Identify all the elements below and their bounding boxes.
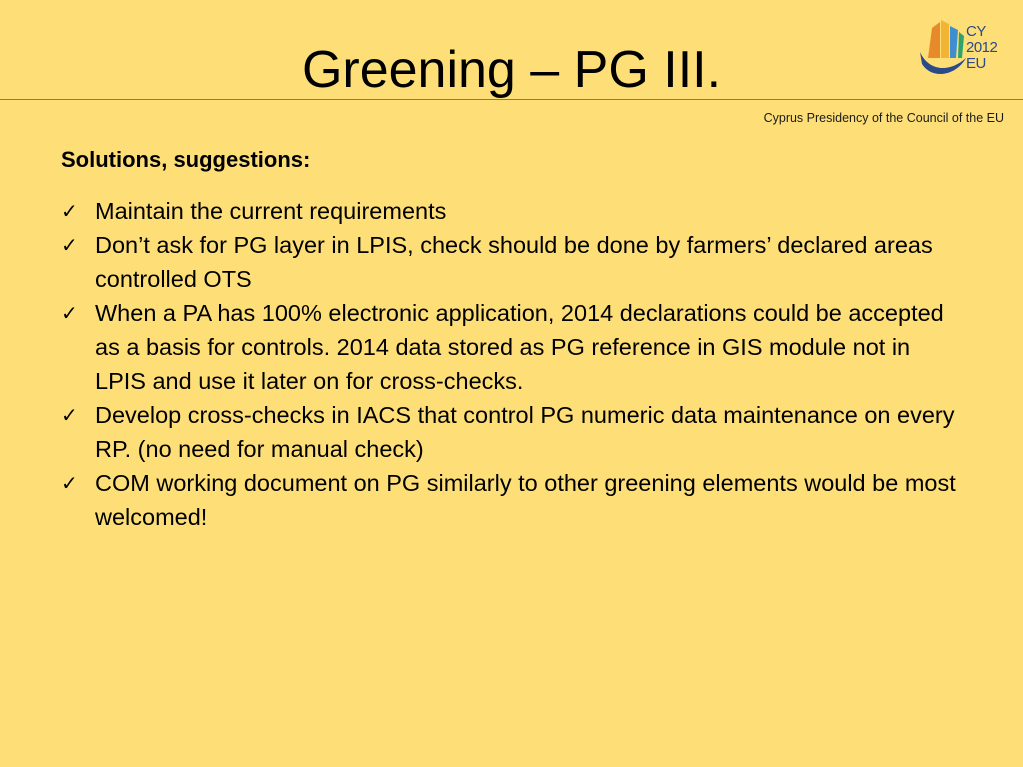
list-item (61, 296, 961, 398)
checkmark-icon: ✓ (61, 403, 78, 427)
checkmark-icon: ✓ (61, 199, 78, 223)
bullet-text: Maintain the current requirements (95, 198, 447, 224)
list-item (61, 466, 961, 534)
list-item (61, 398, 961, 466)
logo-line-eu: EU (966, 55, 986, 72)
logo-line-cy: CY (966, 23, 986, 40)
cy2012-eu-logo (918, 18, 1008, 82)
bullet-list (61, 194, 961, 534)
checkmark-icon: ✓ (61, 471, 78, 495)
logo-line-year: 2012 (966, 39, 998, 56)
slide-title: Greening – PG III. (301, 41, 722, 99)
logo-wordmark (966, 24, 997, 72)
bullet-text: COM working document on PG similarly to other greening elements would be most welcomed! (95, 470, 956, 530)
bullet-text: Develop cross-checks in IACS that control PG numeric data maintenance on every RP. (no need for manual check) (95, 402, 955, 462)
bullet-text: Don’t ask for PG layer in LPIS, check should be done by farmers’ declared areas controlled OTS (95, 232, 933, 292)
presidency-caption: Cyprus Presidency of the Council of the EU (763, 111, 1004, 125)
section-heading: Solutions, suggestions: (61, 147, 311, 172)
bullet-text: When a PA has 100% electronic application, 2014 declarations could be accepted as a basis for controls. 2014 data stored as PG reference in GIS module not in LPIS and use it later on for cross-checks. (95, 300, 944, 394)
checkmark-icon: ✓ (61, 301, 78, 325)
checkmark-icon: ✓ (61, 233, 78, 257)
list-item (61, 194, 961, 228)
title-divider (0, 99, 1023, 100)
sailboat-icon (918, 18, 968, 82)
list-item (61, 228, 961, 296)
